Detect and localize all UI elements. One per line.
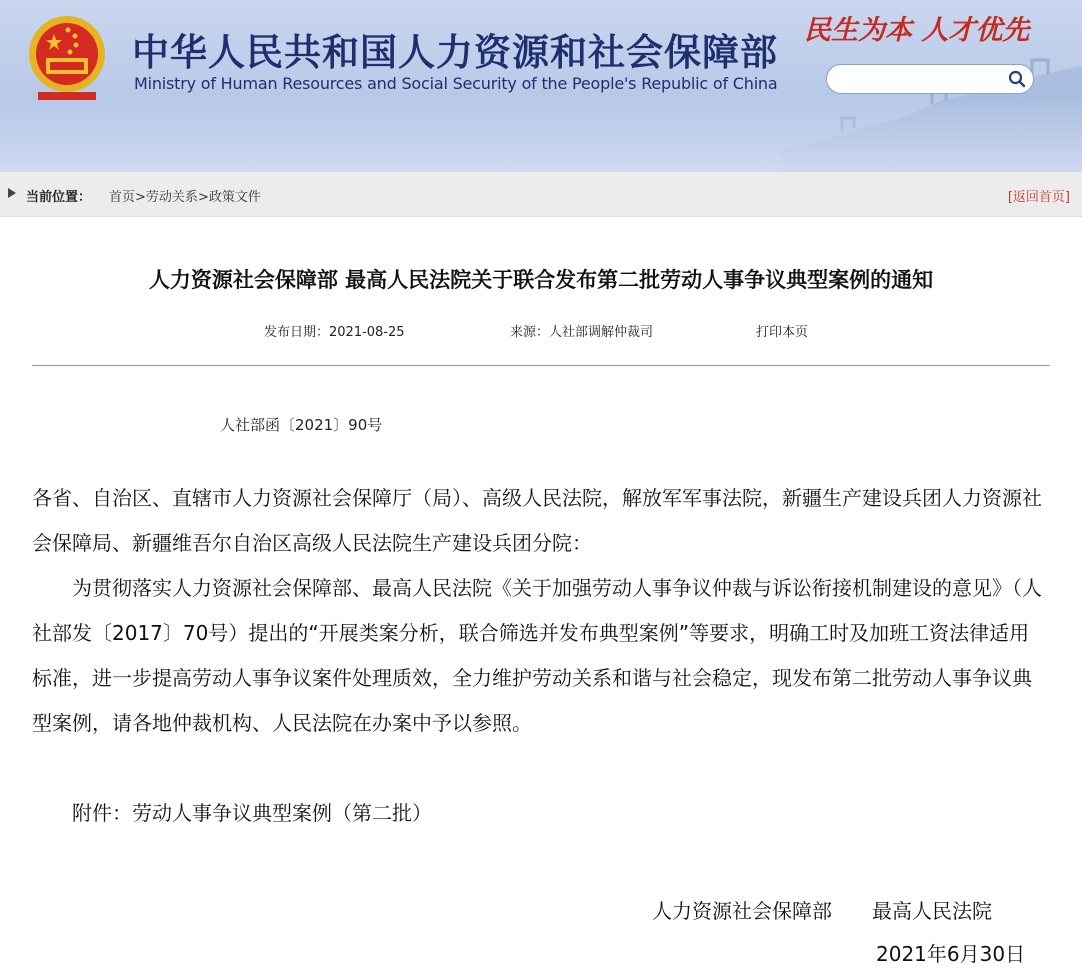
national-emblem-icon bbox=[24, 10, 110, 106]
breadcrumb-separator: > bbox=[135, 190, 146, 205]
document-number: 人社部函〔2021〕90号 bbox=[220, 416, 383, 434]
article-source: 来源：人社部调解仲裁司 bbox=[510, 325, 654, 340]
breadcrumb-item-labor-relations[interactable]: 劳动关系 bbox=[145, 190, 198, 205]
title-divider bbox=[32, 365, 1050, 366]
back-home-link[interactable]: [返回首页] bbox=[1007, 190, 1070, 205]
sign-date: 2021年6月30日 bbox=[876, 942, 1026, 966]
banner-haze bbox=[0, 95, 1082, 172]
slogan-text: 民生为本 人才优先 bbox=[804, 15, 1030, 46]
breadcrumb-item-home[interactable]: 首页 bbox=[109, 190, 136, 205]
breadcrumb-separator: > bbox=[197, 190, 209, 205]
body-paragraph: 为贯彻落实人力资源社会保障部、最高人民法院《关于加强劳动人事争议仲裁与诉讼衔接机制建设的意见》（人社部发〔2017〕70号）提出的“开展类案分析，联合筛选并发布典型案例”等要求，明确工时及加班工资法律适用标准，进一步提高劳动人事争议案件处理质效，全力维护劳动关系和谐与社会稳定，现发布第二批劳动人事争议典型案例，请各地仲裁机构、人民法院在办案中予以参照。 bbox=[32, 576, 1042, 735]
print-page-link[interactable]: 打印本页 bbox=[756, 325, 809, 340]
publish-date: 发布日期：2021-08-25 bbox=[264, 325, 405, 340]
breadcrumb-item-policy-docs[interactable]: 政策文件 bbox=[208, 190, 261, 205]
breadcrumb-label: 当前位置： bbox=[26, 190, 92, 205]
breadcrumb bbox=[109, 186, 261, 205]
search-icon[interactable] bbox=[1007, 69, 1027, 89]
attachment-line: 附件：劳动人事争议典型案例（第二批） bbox=[72, 801, 432, 825]
site-title-en: Ministry of Human Resources and Social Security of the People's Republic of China bbox=[134, 74, 778, 93]
addressee-paragraph: 各省、自治区、直辖市人力资源社会保障厅（局）、高级人民法院，解放军军事法院，新疆生产建设兵团人力资源社会保障局、新疆维吾尔自治区高级人民法院生产建设兵团分院： bbox=[32, 486, 1042, 555]
search-input[interactable] bbox=[826, 64, 1034, 94]
site-header bbox=[0, 0, 1082, 172]
article-title: 人力资源社会保障部 最高人民法院关于联合发布第二批劳动人事争议典型案例的通知 bbox=[148, 268, 934, 292]
site-title-cn: 中华人民共和国人力资源和社会保障部 bbox=[132, 31, 778, 74]
triangle-right-icon bbox=[8, 188, 16, 198]
breadcrumb-bar bbox=[0, 172, 1082, 217]
signature: 人力资源社会保障部 最高人民法院 bbox=[652, 899, 992, 923]
